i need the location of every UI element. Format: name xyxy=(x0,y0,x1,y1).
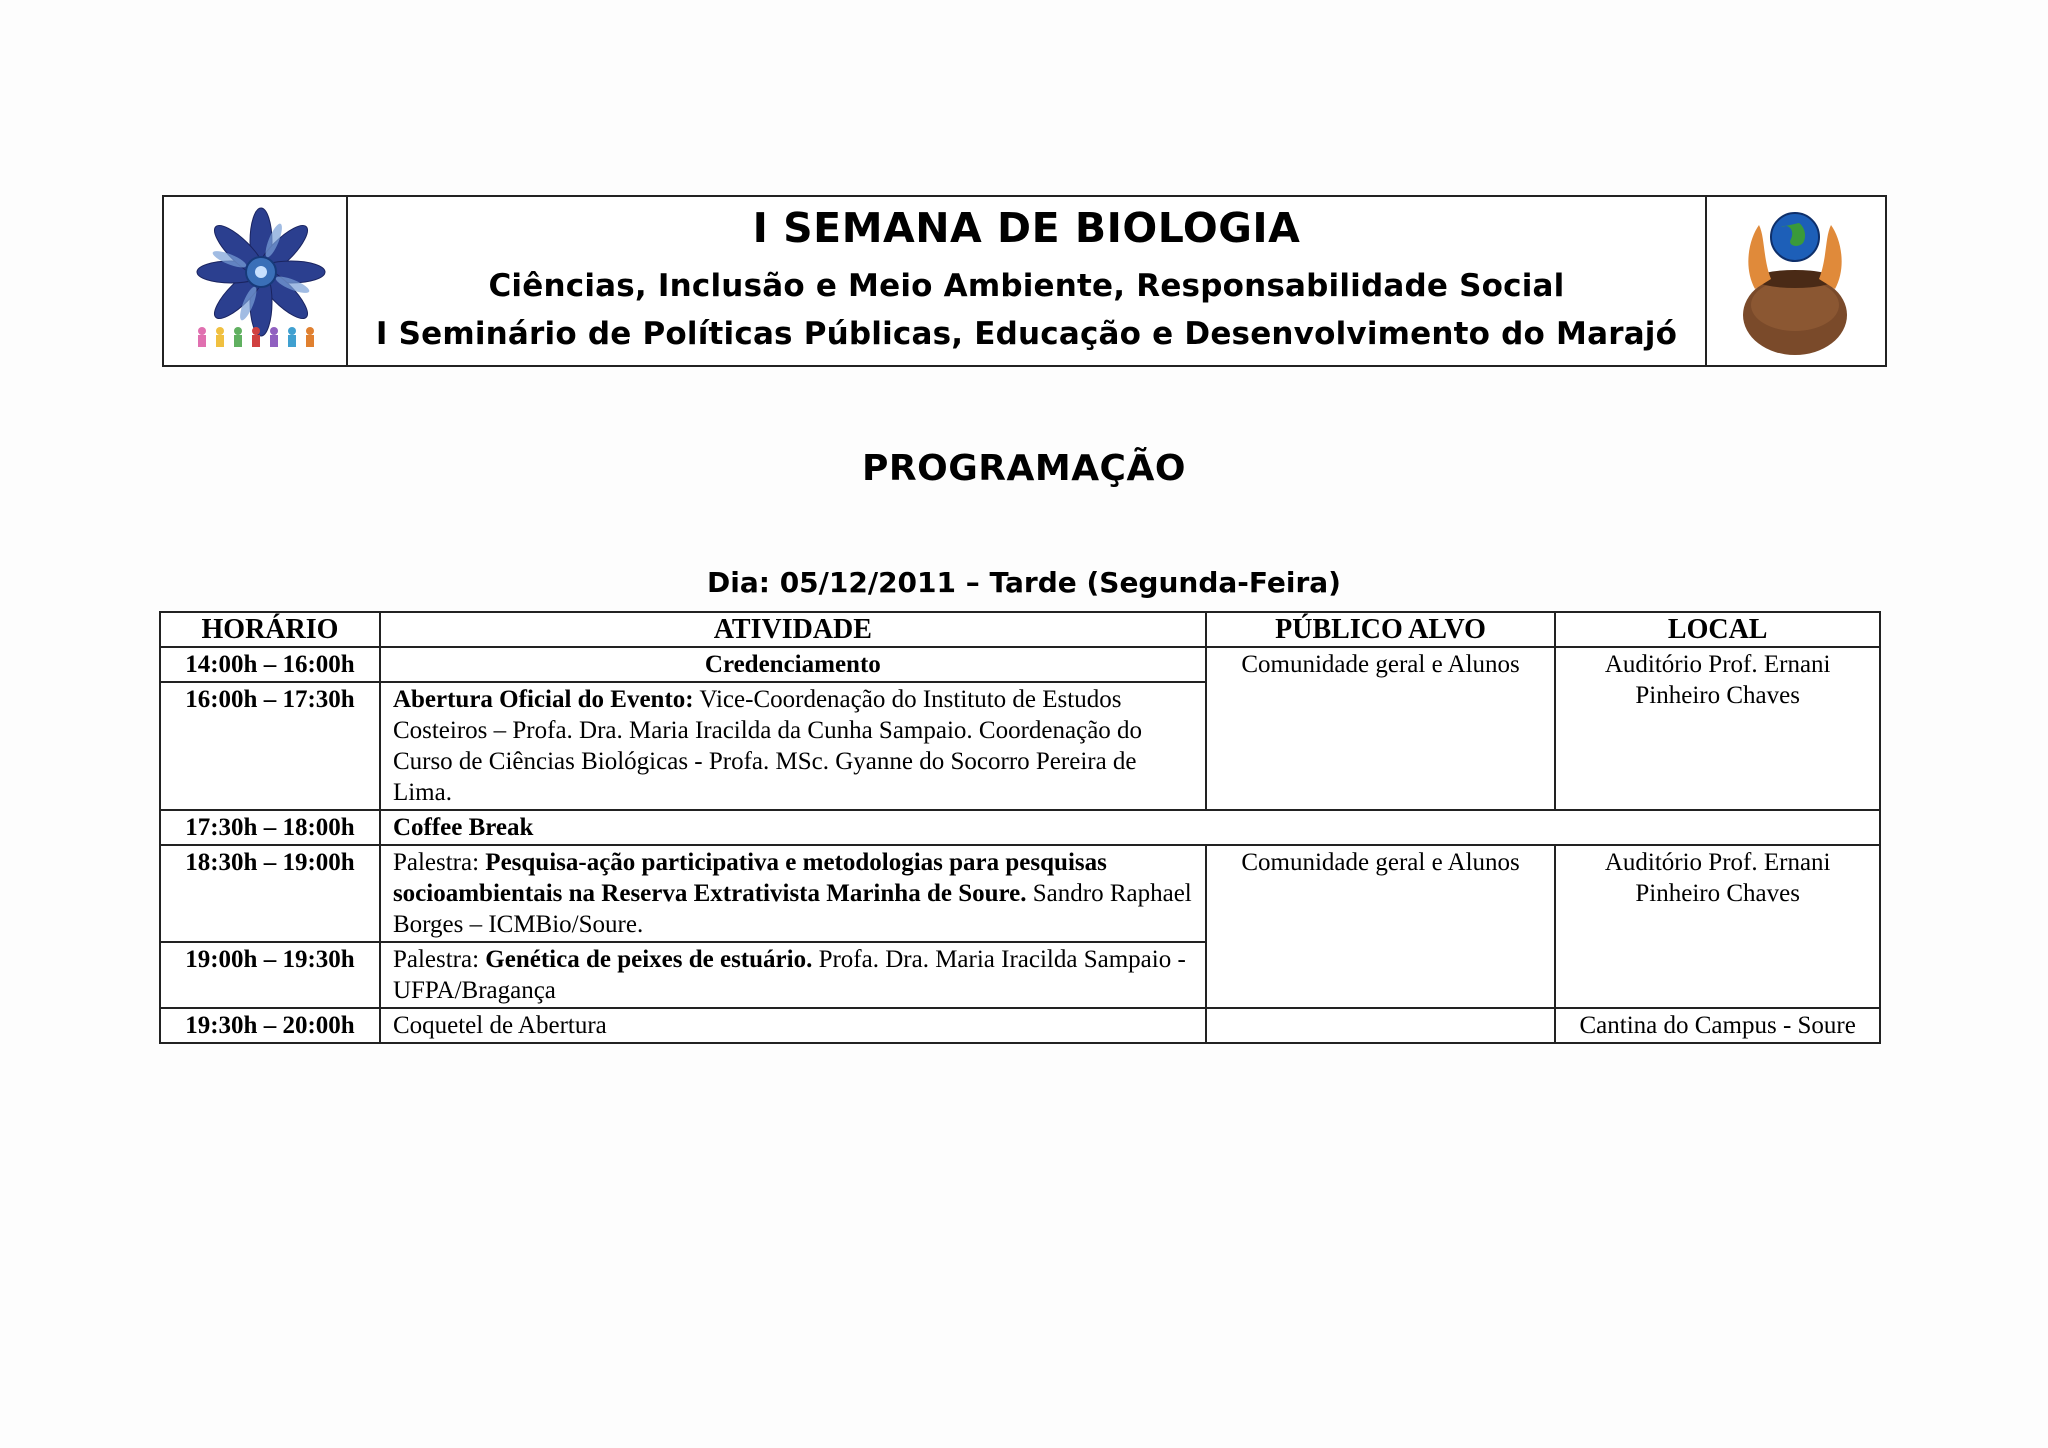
program-title: PROGRAMAÇÃO xyxy=(862,448,1186,489)
activity-cell xyxy=(380,682,1206,810)
event-title: I SEMANA DE BIOLOGIA xyxy=(752,204,1301,252)
activity-bold-text: Pesquisa-ação participativa e metodologias para pesquisas socioambientais na Reserva Extrativista Marinha de Soure. xyxy=(392,849,1107,907)
audience-cell: Comunidade geral e Alunos xyxy=(1206,845,1556,1008)
table-row xyxy=(160,810,1880,845)
activity-cell xyxy=(380,845,1206,942)
schedule-table xyxy=(159,611,1881,1044)
activity-cell: Coquetel de Abertura xyxy=(380,1008,1206,1043)
table-row xyxy=(160,1008,1880,1043)
table-row xyxy=(160,845,1880,942)
location-cell: Cantina do Campus - Soure xyxy=(1555,1008,1880,1043)
column-header-time: HORÁRIO xyxy=(160,612,380,647)
column-header-audience: PÚBLICO ALVO xyxy=(1206,612,1556,647)
table-row xyxy=(160,647,1880,682)
location-cell: Auditório Prof. Ernani Pinheiro Chaves xyxy=(1555,845,1880,1008)
table-header-row xyxy=(160,612,1880,647)
time-cell: 17:30h – 18:00h xyxy=(160,810,380,845)
column-header-location: LOCAL xyxy=(1555,612,1880,647)
activity-cell xyxy=(380,942,1206,1008)
activity-text: Vice-Coordenação do Instituto de Estudos Costeiros – Profa. Dra. Maria Iracilda da Cunha Sampaio. Coordenação do Curso de Ciências Biológicas - Profa. MSc. Gyanne do Socorro Pereira de Lima. xyxy=(392,686,1143,806)
activity-text: Sandro Raphael Borges – ICMBio/Soure. xyxy=(392,880,1192,938)
event-subtitle-2: I Seminário de Políticas Públicas, Educação e Desenvolvimento do Marajó xyxy=(375,316,1678,352)
location-cell: Auditório Prof. Ernani Pinheiro Chaves xyxy=(1555,647,1880,810)
activity-cell: Coffee Break xyxy=(380,810,1880,845)
activity-prefix: Palestra: xyxy=(392,946,486,973)
event-subtitle-1: Ciências, Inclusão e Meio Ambiente, Responsabilidade Social xyxy=(488,268,1565,304)
audience-cell: Comunidade geral e Alunos xyxy=(1206,647,1556,810)
time-cell: 14:00h – 16:00h xyxy=(160,647,380,682)
activity-prefix: Palestra: xyxy=(392,849,486,876)
time-cell: 18:30h – 19:00h xyxy=(160,845,380,942)
activity-bold-text: Abertura Oficial do Evento: xyxy=(392,686,694,713)
day-title: Dia: 05/12/2011 – Tarde (Segunda-Feira) xyxy=(707,566,1341,599)
column-header-activity: ATIVIDADE xyxy=(380,612,1206,647)
time-cell: 16:00h – 17:30h xyxy=(160,682,380,810)
activity-text: Profa. Dra. Maria Iracilda Sampaio - UFPA/Bragança xyxy=(392,946,1186,1004)
event-header-banner xyxy=(162,195,1887,367)
activity-cell: Credenciamento xyxy=(380,647,1206,682)
globe-hands-pot-logo xyxy=(1707,197,1885,365)
time-cell: 19:30h – 20:00h xyxy=(160,1008,380,1043)
star-flower-children-logo xyxy=(164,197,348,365)
header-titles xyxy=(348,197,1707,365)
audience-cell xyxy=(1206,1008,1556,1043)
time-cell: 19:00h – 19:30h xyxy=(160,942,380,1008)
activity-bold-text: Genética de peixes de estuário. xyxy=(485,946,813,973)
